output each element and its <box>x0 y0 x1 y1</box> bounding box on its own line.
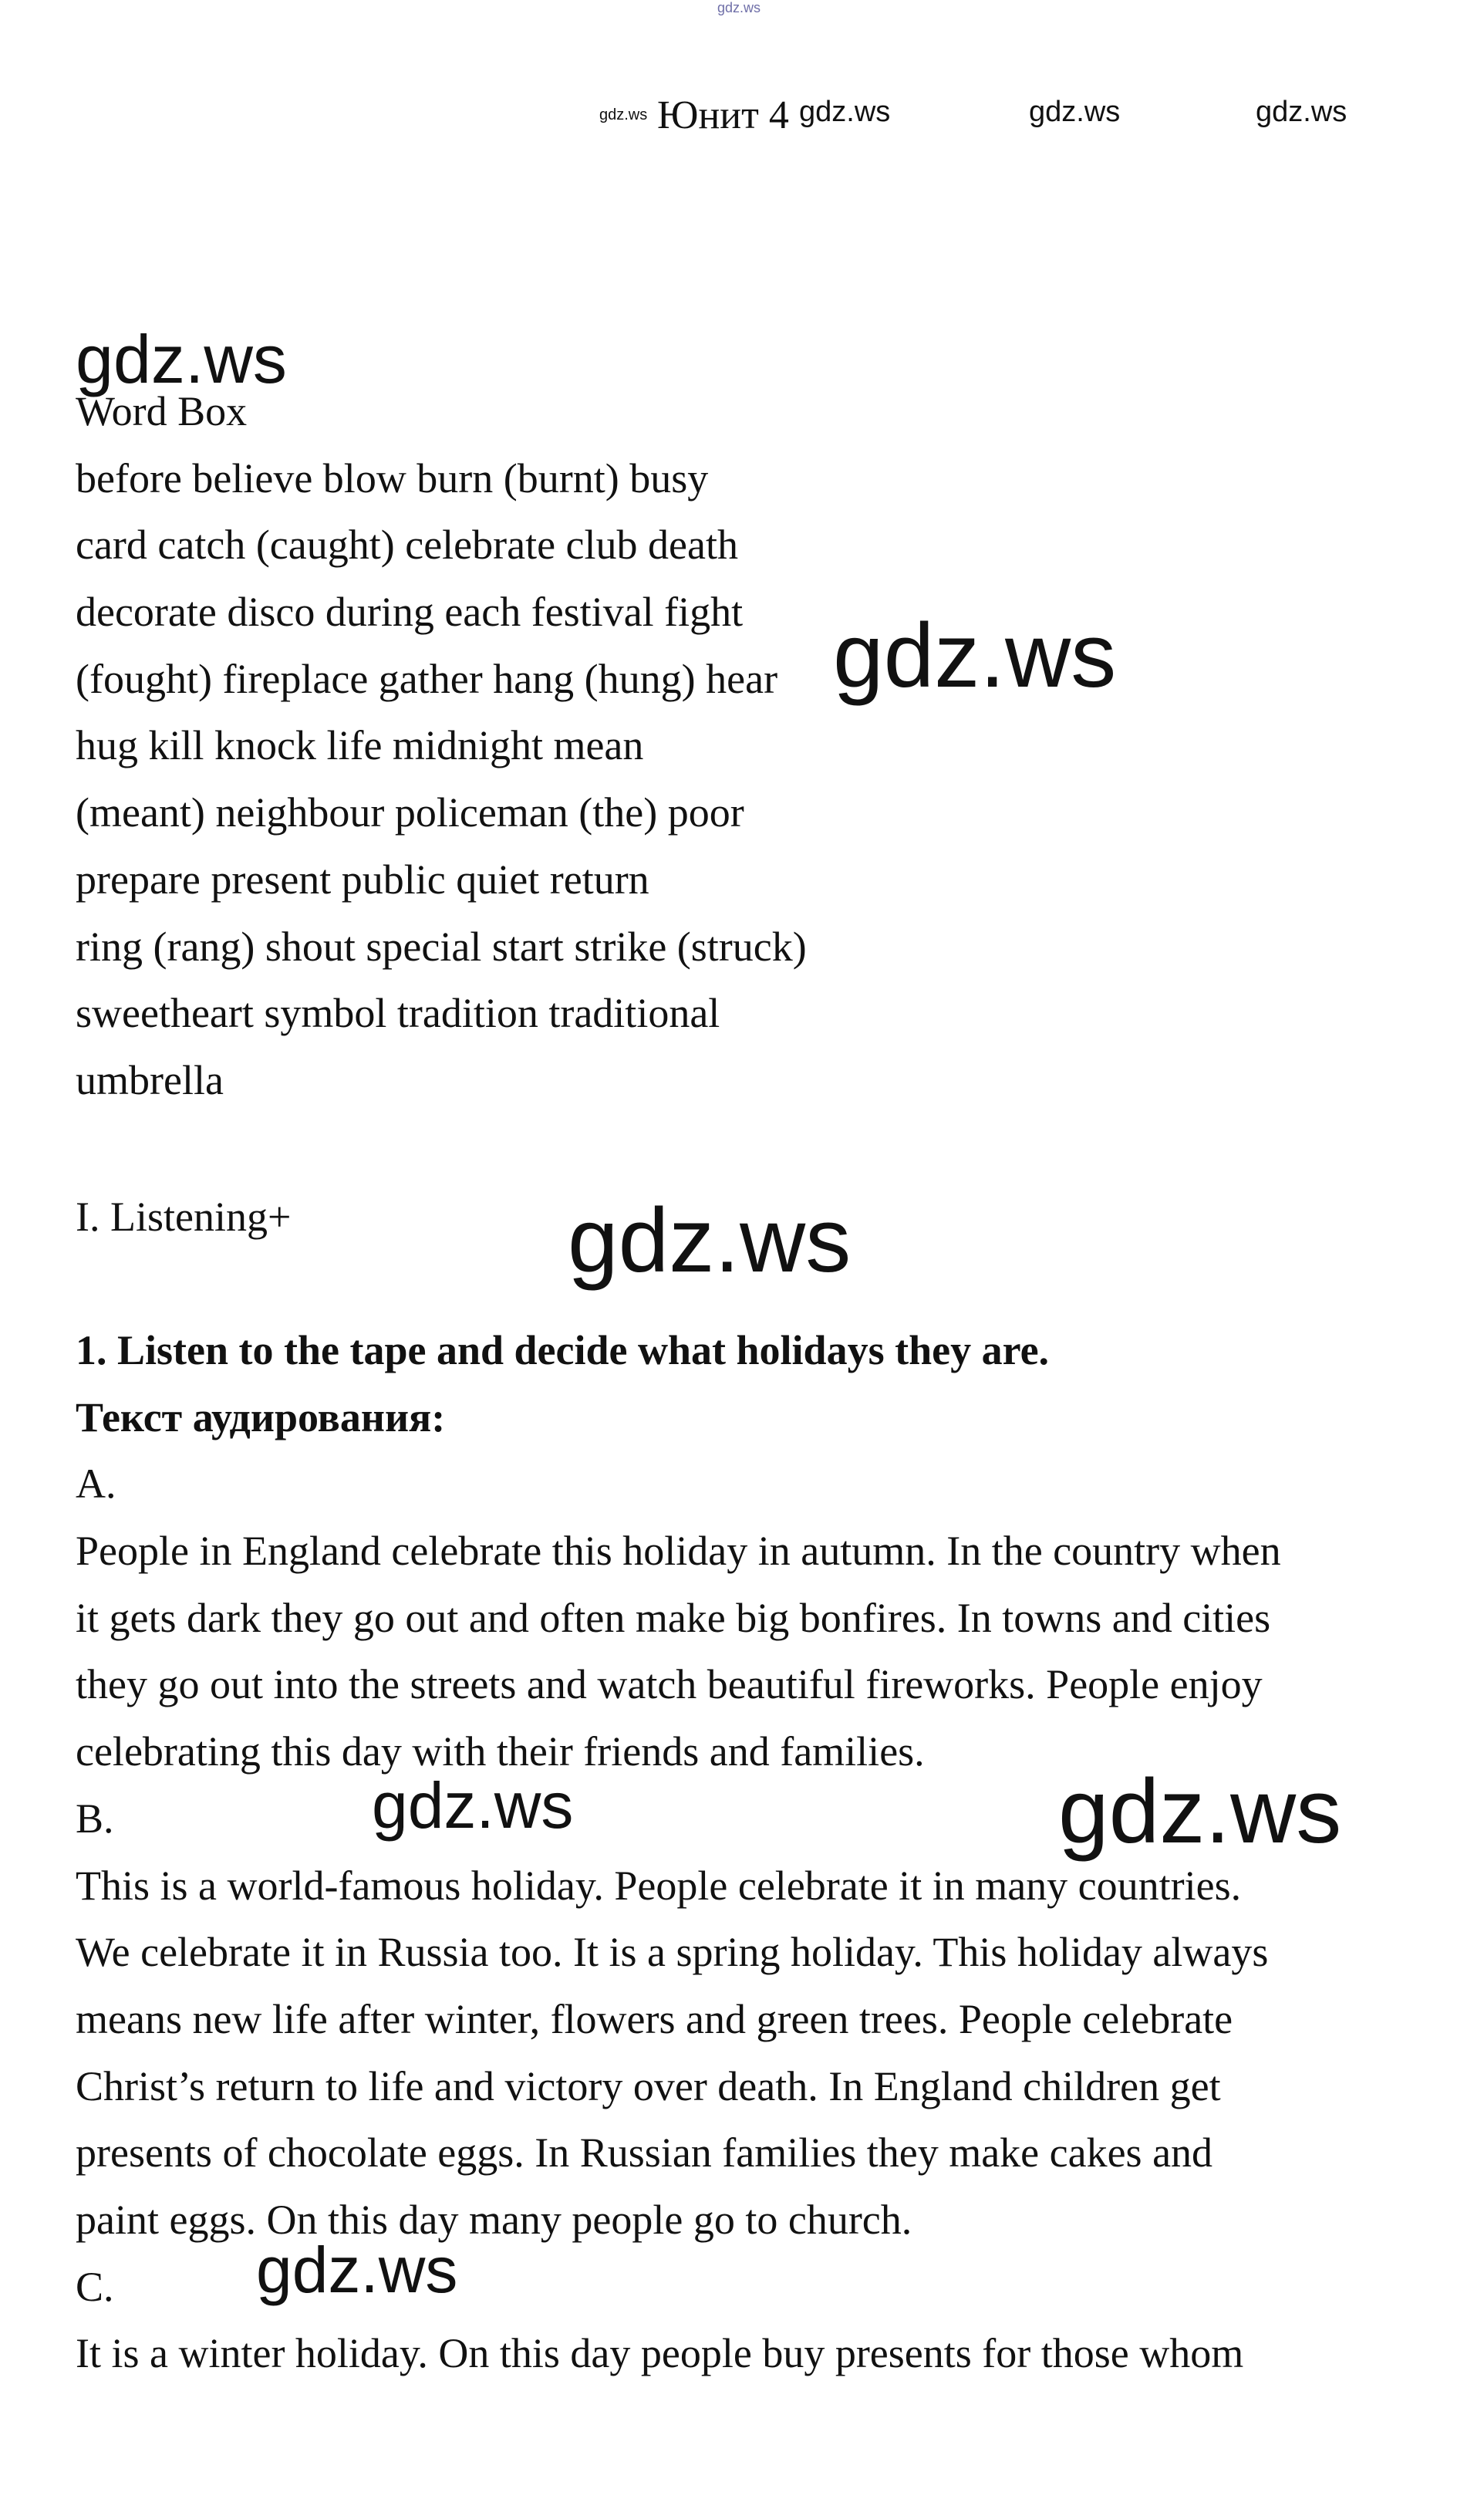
text-a-line: it gets dark they go out and often make big bonfires. In towns and cities <box>76 1594 1271 1641</box>
watermark-header-3: gdz.ws <box>1256 96 1347 128</box>
watermark-big-2: gdz.ws <box>833 605 1117 707</box>
unit-title: Юнит 4 <box>657 93 789 137</box>
text-a-line: People in England celebrate this holiday in autumn. In the country when <box>76 1528 1281 1575</box>
word-box-title: Word Box <box>76 388 248 434</box>
word-box-line: prepare present public quiet return <box>76 856 649 903</box>
watermark-big-1: gdz.ws <box>76 321 287 397</box>
word-box-line: card catch (caught) celebrate club death <box>76 522 738 569</box>
watermark-header-1: gdz.ws <box>799 96 891 128</box>
word-box-line: (meant) neighbour policeman (the) poor <box>76 789 744 836</box>
word-box-line: sweetheart symbol tradition traditional <box>76 990 720 1037</box>
text-a-line: they go out into the streets and watch beautiful fireworks. People enjoy <box>76 1661 1263 1708</box>
text-c-line: It is a winter holiday. On this day people buy presents for those whom <box>76 2330 1244 2377</box>
watermark-mid-1: gdz.ws <box>372 1769 574 1842</box>
text-a-line: celebrating this day with their friends and families. <box>76 1728 925 1775</box>
task-subheading: Текст аудирования: <box>76 1393 446 1440</box>
text-b-line: means new life after winter, flowers and green trees. People celebrate <box>76 1995 1233 2042</box>
label-b: B. <box>76 1795 114 1842</box>
watermark-big-4: gdz.ws <box>1058 1761 1342 1863</box>
word-box <box>76 378 1449 1114</box>
word-box-line: ring (rang) shout special start strike (struck) <box>76 923 807 970</box>
text-b-line: paint eggs. On this day many people go to church. <box>76 2196 912 2243</box>
word-box-line: hug kill knock life midnight mean <box>76 722 644 769</box>
section-title: I. Listening+ <box>76 1194 292 1240</box>
text-b-line: presents of chocolate eggs. In Russian families they make cakes and <box>76 2129 1213 2177</box>
text-b-line: Christ’s return to life and victory over death. In England children get <box>76 2062 1221 2109</box>
text-b-line: We celebrate it in Russia too. It is a spring holiday. This holiday always <box>76 1929 1269 1976</box>
watermark-unit-small: gdz.ws <box>599 106 648 123</box>
word-box-line: (fought) fireplace gather hang (hung) hear <box>76 655 778 702</box>
task-instruction: 1. Listen to the tape and decide what holidays they are. <box>76 1327 1050 1373</box>
watermark-header-2: gdz.ws <box>1029 96 1121 128</box>
label-c: C. <box>76 2263 114 2310</box>
watermark-mid-2: gdz.ws <box>256 2234 458 2306</box>
word-box-line: decorate disco during each festival fight <box>76 589 744 636</box>
watermark-top-tiny: gdz.ws <box>717 0 761 15</box>
label-a: A. <box>76 1461 116 1508</box>
word-box-line: before believe blow burn (burnt) busy <box>76 454 709 502</box>
watermark-big-3: gdz.ws <box>568 1190 852 1292</box>
text-b-line: This is a world-famous holiday. People celebrate it in many countries. <box>76 1862 1242 1909</box>
word-box-line: umbrella <box>76 1056 224 1103</box>
